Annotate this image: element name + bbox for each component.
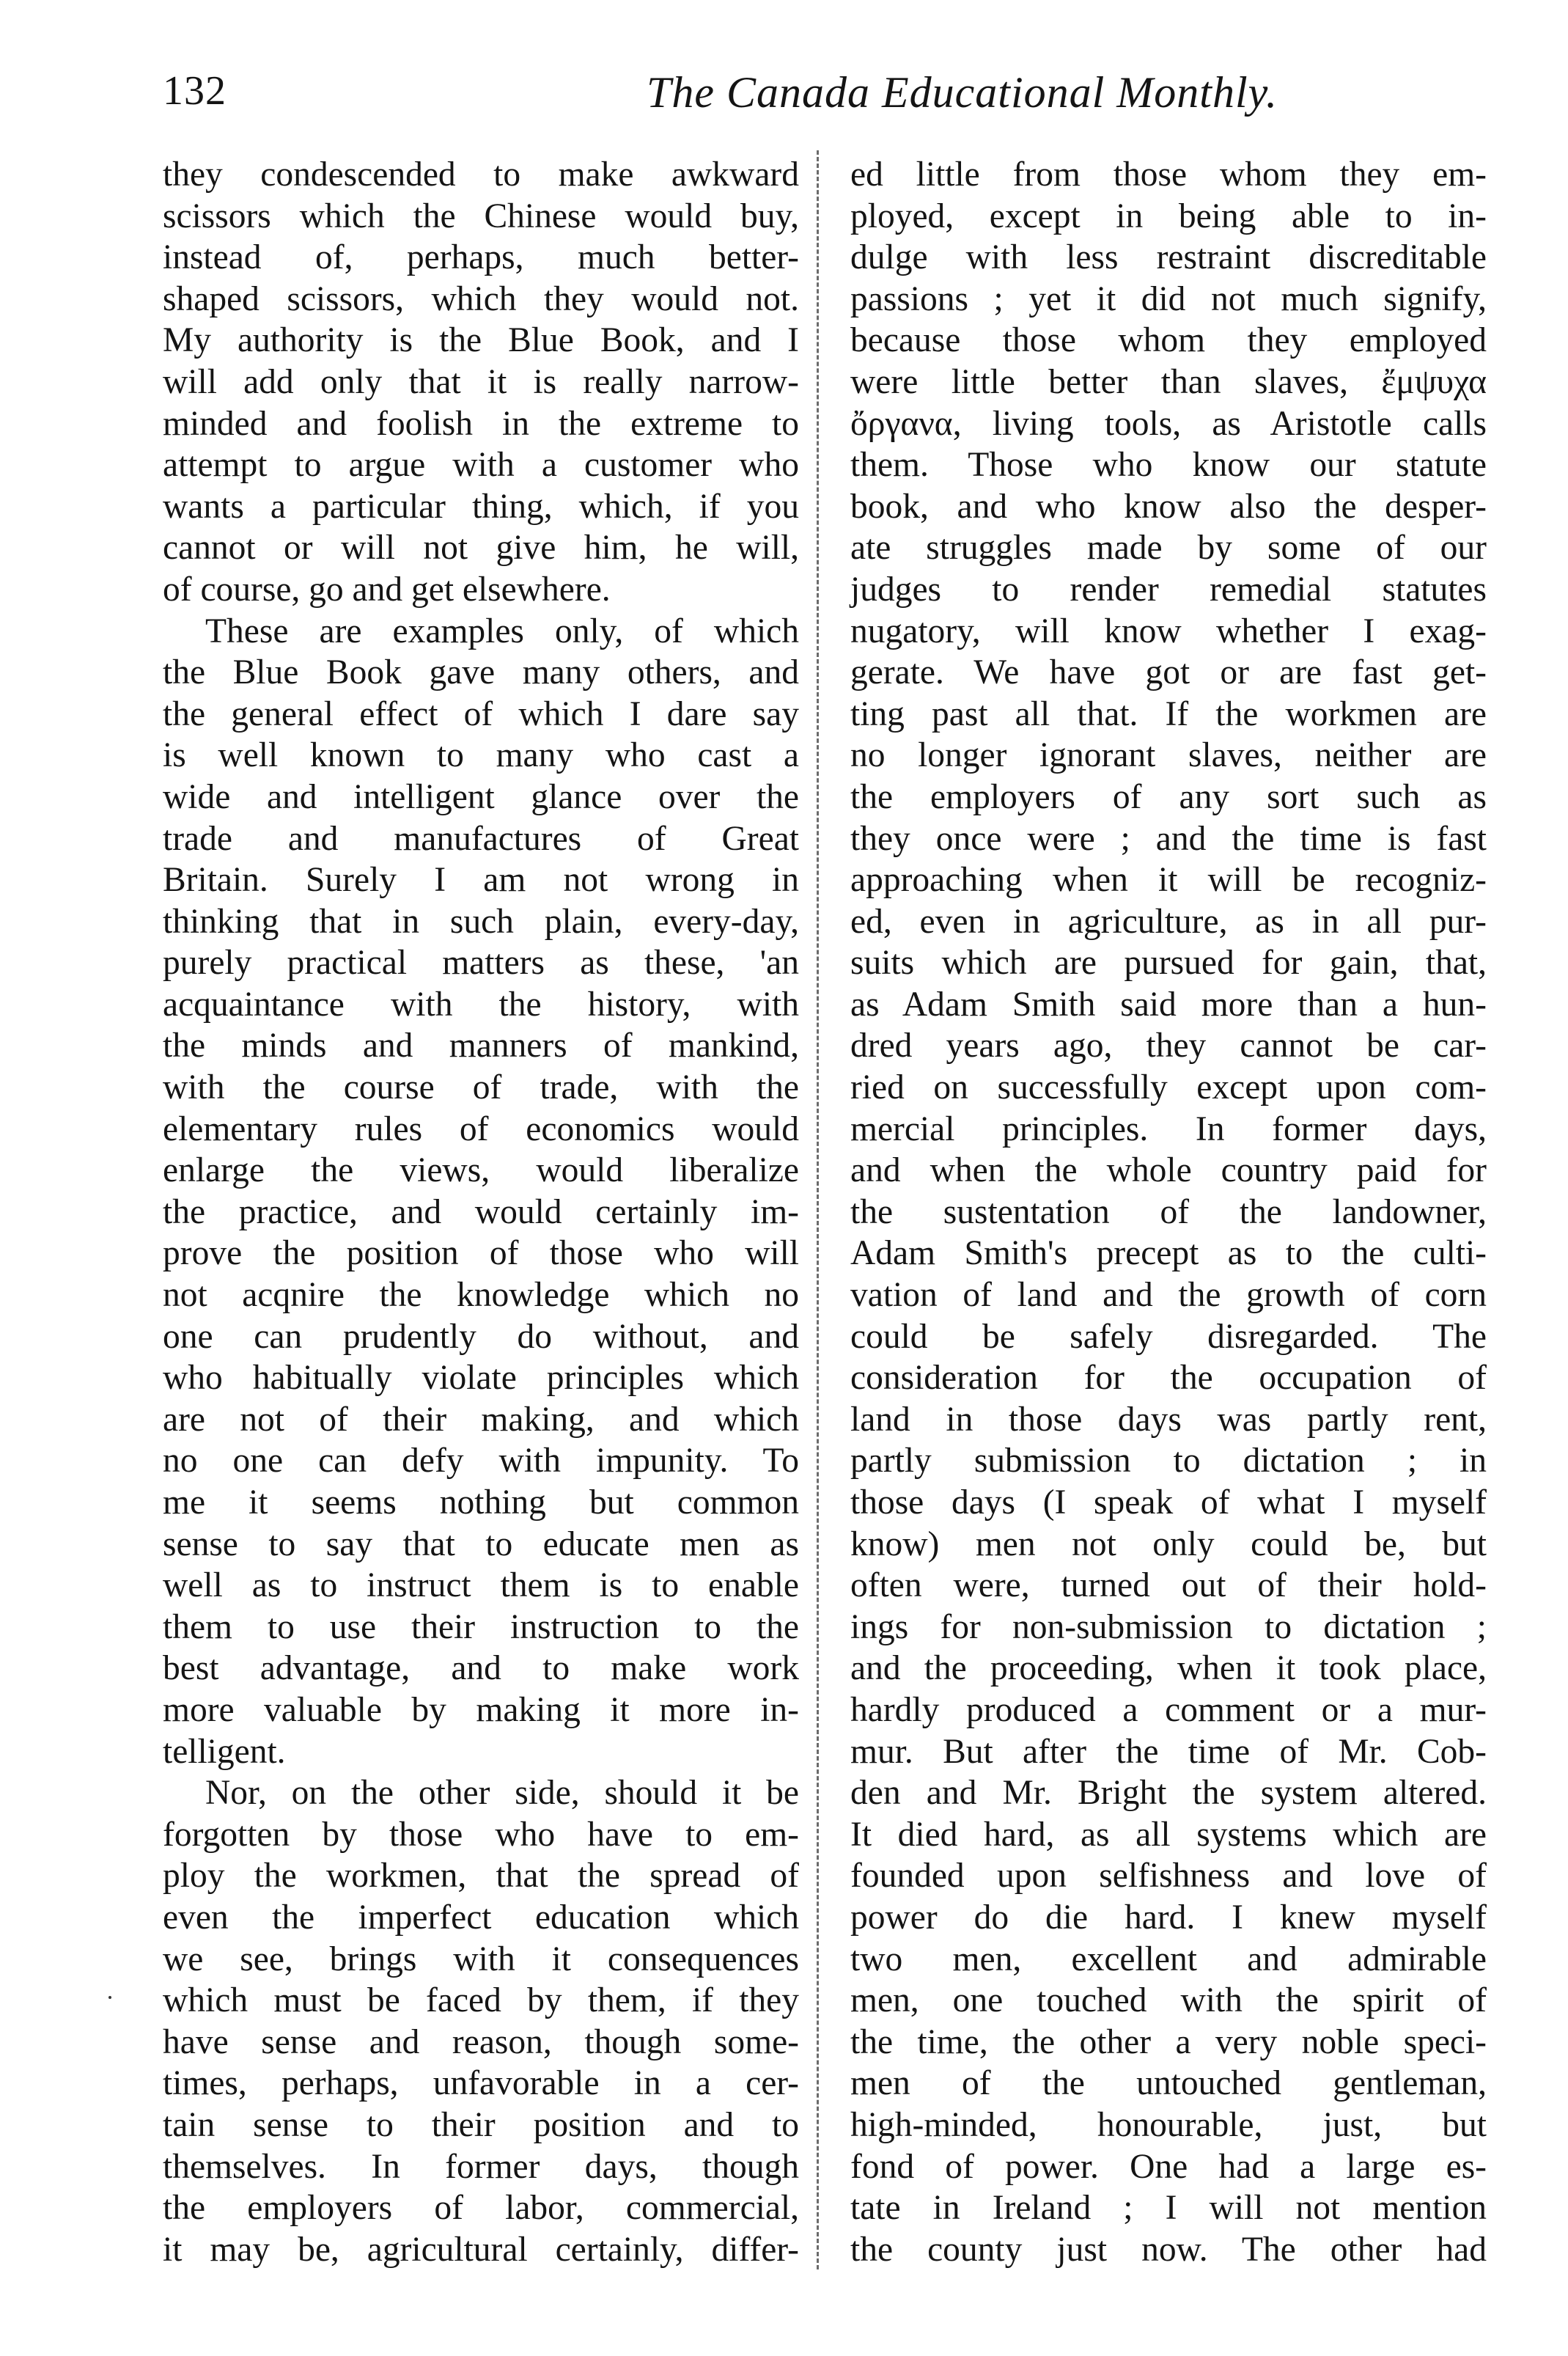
text-line: know) men not only could be, but <box>850 1524 1487 1563</box>
text-line: ploy the workmen, that the spread of <box>163 1857 799 1896</box>
text-line: the employers of any sort such as <box>850 777 1487 816</box>
text-line: Nor, on the other side, should it be <box>205 1774 799 1813</box>
text-line: they once were ; and the time is fast <box>850 819 1487 858</box>
text-line: could be safely disregarded. The <box>850 1317 1487 1356</box>
text-line: ὄργανα, living tools, as Aristotle calls <box>850 404 1487 443</box>
text-line: fond of power. One had a large es- <box>850 2147 1487 2186</box>
text-line: and when the whole country paid for <box>850 1151 1487 1190</box>
column-divider <box>817 150 819 2269</box>
text-line: men, one touched with the spirit of <box>850 1981 1487 2020</box>
text-line: ed, even in agriculture, as in all pur- <box>850 902 1487 941</box>
text-line: with the course of trade, with the <box>163 1068 799 1107</box>
text-line: acquaintance with the history, with <box>163 985 799 1024</box>
text-line: were little better than slaves, ἔμψυχα <box>850 362 1487 401</box>
text-line: book, and who know also the desper- <box>850 487 1487 526</box>
text-line: wide and intelligent glance over the <box>163 777 799 816</box>
text-line: nugatory, will know whether I exag- <box>850 612 1487 650</box>
text-line: tate in Ireland ; I will not mention <box>850 2189 1487 2228</box>
text-line: ried on successfully except upon com- <box>850 1068 1487 1107</box>
text-line: well as to instruct them is to enable <box>163 1566 799 1605</box>
text-line: high-minded, honourable, just, but <box>850 2105 1487 2144</box>
text-line: dulge with less restraint discreditable <box>850 238 1487 277</box>
text-line: suits which are pursued for gain, that, <box>850 944 1487 983</box>
text-line: ed little from those whom they em- <box>850 155 1487 194</box>
text-line: Adam Smith's precept as to the culti- <box>850 1234 1487 1273</box>
text-line: Britain. Surely I am not wrong in <box>163 861 799 900</box>
text-line: den and Mr. Bright the system altered. <box>850 1774 1487 1813</box>
text-line: as Adam Smith said more than a hun- <box>850 985 1487 1024</box>
text-line: more valuable by making it more in- <box>163 1690 799 1729</box>
text-line: the practice, and would certainly im- <box>163 1192 799 1231</box>
text-line: of course, go and get elsewhere. <box>163 570 611 609</box>
text-line: land in those days was partly rent, <box>850 1400 1487 1439</box>
text-line: elementary rules of economics would <box>163 1109 799 1148</box>
text-line: is well known to many who cast a <box>163 736 799 775</box>
journal-title: The Canada Educational Monthly. <box>647 68 1278 117</box>
text-line: they condescended to make awkward <box>163 155 799 194</box>
text-line: minded and foolish in the extreme to <box>163 404 799 443</box>
text-line: have sense and reason, though some- <box>163 2022 799 2061</box>
page-number: 132 <box>163 68 227 114</box>
text-line: prove the position of those who will <box>163 1234 799 1273</box>
text-line: one can prudently do without, and <box>163 1317 799 1356</box>
text-line: them to use their instruction to the <box>163 1607 799 1646</box>
text-line: telligent. <box>163 1732 286 1771</box>
text-line: enlarge the views, would liberalize <box>163 1151 799 1190</box>
text-line: mur. But after the time of Mr. Cob- <box>850 1732 1487 1771</box>
text-line: power do die hard. I knew myself <box>850 1898 1487 1937</box>
text-line: those days (I speak of what I myself <box>850 1483 1487 1522</box>
text-line: are not of their making, and which <box>163 1400 799 1439</box>
text-line: attempt to argue with a customer who <box>163 446 799 485</box>
running-head <box>163 67 1482 126</box>
text-line: founded upon selfishness and love of <box>850 1857 1487 1896</box>
text-line: the Blue Book gave many others, and <box>163 653 799 692</box>
text-line: sense to say that to educate men as <box>163 1524 799 1563</box>
text-line: it may be, agricultural certainly, differ- <box>163 2230 799 2269</box>
text-line: wants a particular thing, which, if you <box>163 487 799 526</box>
text-line: ting past all that. If the workmen are <box>850 694 1487 733</box>
text-line: trade and manufactures of Great <box>163 819 799 858</box>
text-line: no one can defy with impunity. To <box>163 1442 799 1480</box>
text-line: will add only that it is really narrow- <box>163 362 799 401</box>
text-line: the general effect of which I dare say <box>163 694 799 733</box>
text-line: because those whom they employed <box>850 321 1487 360</box>
ink-speck <box>108 1996 111 1999</box>
text-line: the time, the other a very noble speci- <box>850 2022 1487 2061</box>
text-line: not acqnire the knowledge which no <box>163 1276 799 1315</box>
text-line: instead of, perhaps, much better- <box>163 238 799 277</box>
text-line: passions ; yet it did not much signify, <box>850 279 1487 318</box>
text-line: mercial principles. In former days, <box>850 1109 1487 1148</box>
text-line: which must be faced by them, if they <box>163 1981 799 2020</box>
text-line: the county just now. The other had <box>850 2230 1487 2269</box>
text-line: men of the untouched gentleman, <box>850 2064 1487 2103</box>
text-line: ate struggles made by some of our <box>850 529 1487 568</box>
text-line: tain sense to their position and to <box>163 2105 799 2144</box>
text-line: scissors which the Chinese would buy, <box>163 197 799 235</box>
text-line: ployed, except in being able to in- <box>850 197 1487 235</box>
text-line: shaped scissors, which they would not. <box>163 279 799 318</box>
text-line: even the imperfect education which <box>163 1898 799 1937</box>
text-line: me it seems nothing but common <box>163 1483 799 1522</box>
text-line: My authority is the Blue Book, and I <box>163 321 799 360</box>
text-line: no longer ignorant slaves, neither are <box>850 736 1487 775</box>
text-line: consideration for the occupation of <box>850 1359 1487 1398</box>
text-line: times, perhaps, unfavorable in a cer- <box>163 2064 799 2103</box>
text-line: the sustentation of the landowner, <box>850 1192 1487 1231</box>
text-line: we see, brings with it consequences <box>163 1940 799 1978</box>
text-line: them. Those who know our statute <box>850 446 1487 485</box>
text-line: who habitually violate principles which <box>163 1359 799 1398</box>
text-line: thinking that in such plain, every-day, <box>163 902 799 941</box>
text-line: partly submission to dictation ; in <box>850 1442 1487 1480</box>
text-line: It died hard, as all systems which are <box>850 1815 1487 1854</box>
text-line: forgotten by those who have to em- <box>163 1815 799 1854</box>
text-line: dred years ago, they cannot be car- <box>850 1027 1487 1065</box>
text-line: vation of land and the growth of corn <box>850 1276 1487 1315</box>
text-line: ings for non-submission to dictation ; <box>850 1607 1487 1646</box>
text-line: two men, excellent and admirable <box>850 1940 1487 1978</box>
text-line: judges to render remedial statutes <box>850 570 1487 609</box>
text-line: themselves. In former days, though <box>163 2147 799 2186</box>
text-line: the minds and manners of mankind, <box>163 1027 799 1065</box>
text-line: approaching when it will be recogniz- <box>850 861 1487 900</box>
left-column <box>163 154 799 2270</box>
text-line: best advantage, and to make work <box>163 1649 799 1688</box>
text-line: gerate. We have got or are fast get- <box>850 653 1487 692</box>
text-line: cannot or will not give him, he will, <box>163 529 799 568</box>
text-line: and the proceeding, when it took place, <box>850 1649 1487 1688</box>
text-line: These are examples only, of which <box>205 612 799 650</box>
right-column <box>850 154 1487 2270</box>
text-line: purely practical matters as these, 'an <box>163 944 799 983</box>
text-line: hardly produced a comment or a mur- <box>850 1690 1487 1729</box>
text-line: the employers of labor, commercial, <box>163 2189 799 2228</box>
text-line: often were, turned out of their hold- <box>850 1566 1487 1605</box>
